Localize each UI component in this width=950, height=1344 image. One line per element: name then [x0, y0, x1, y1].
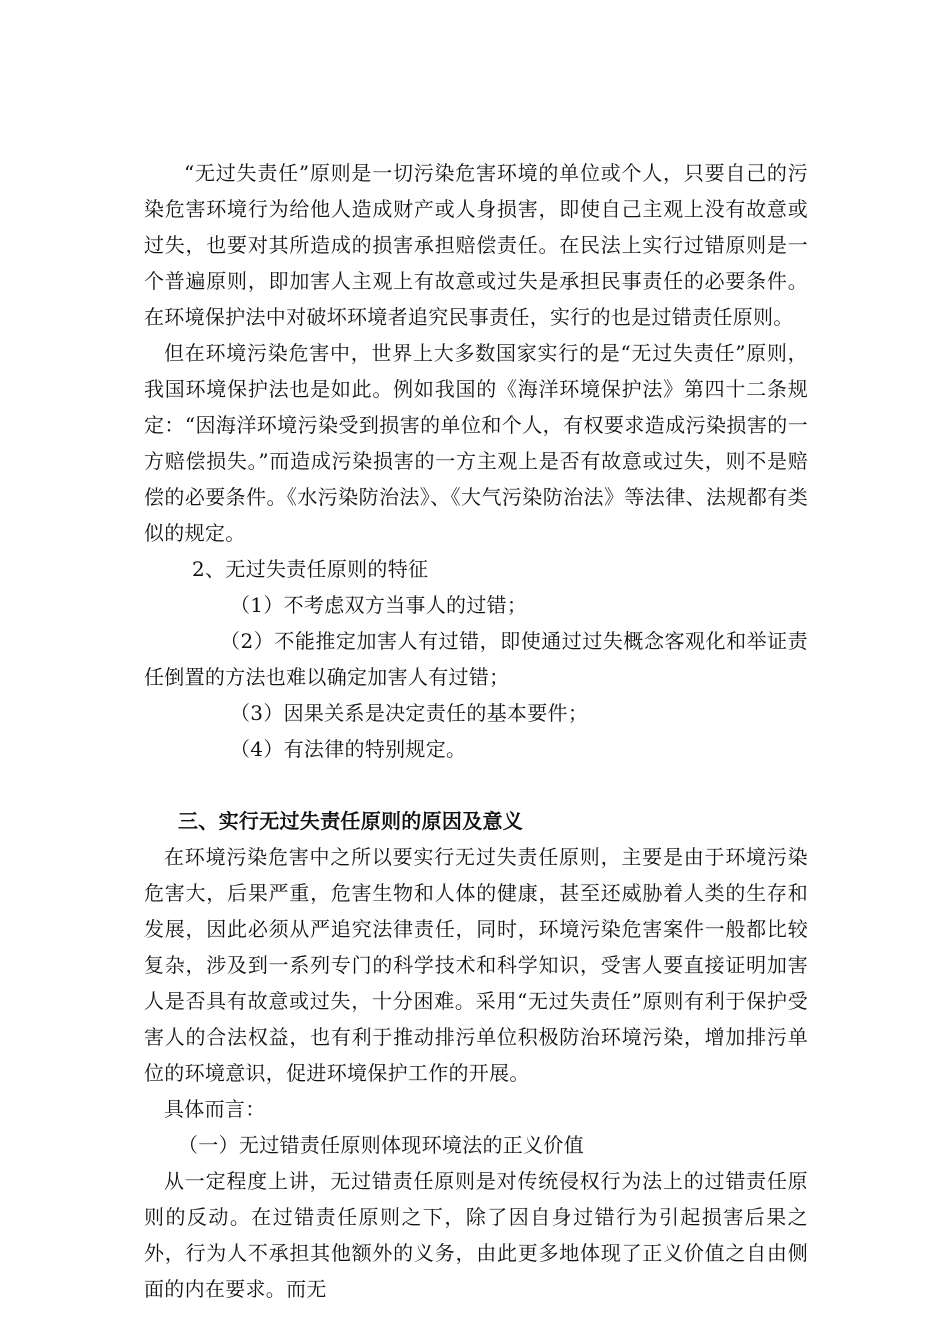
paragraph-reasons: 在环境污染危害中之所以要实行无过失责任原则，主要是由于环境污染危害大，后果严重，危害生物和人体的健康，甚至还威胁着人类的生存和发展，因此必须从严追究法律责任，同时，环境污染危害案件一般都比较复杂，涉及到一系列专门的科学技术和科学知识，受害人要直接证明加害人是否具有故意或过失，十分困难。采用“无过失责任”原则有利于保护受害人的合法权益，也有利于推动排污单位积极防治环境污染，增加排污单位的环境意识，促进环境保护工作的开展。 [144, 845, 808, 1085]
section-2-title: 2、无过失责任原则的特征 [192, 557, 429, 581]
document-page [144, 155, 808, 1307]
section-3-heading: 三、实行无过失责任原则的原因及意义 [178, 809, 524, 833]
feature-item-1: （1）不考虑双方当事人的过错； [230, 593, 528, 617]
paragraph-justice-value: 从一定程度上讲，无过错责任原则是对传统侵权行为法上的过错责任原则的反动。在过错责任原则之下，除了因自身过错行为引起损害后果之外，行为人不承担其他额外的义务，由此更多地体现了正义价值之自由侧面的内在要求。而无 [144, 1169, 808, 1301]
feature-item-4: （4）有法律的特别规定。 [230, 737, 467, 761]
paragraph-no-fault-countries: 但在环境污染危害中，世界上大多数国家实行的是“无过失责任”原则，我国环境保护法也是如此。例如我国的《海洋环境保护法》第四十二条规定：“因海洋环境污染受到损害的单位和个人，有权要求造成污染损害的一方赔偿损失。”而造成污染损害的一方主观上是否有故意或过失，则不是赔偿的必要条件。《水污染防治法》、《大气污染防治法》等法律、法规都有类似的规定。 [144, 341, 808, 545]
paragraph-specifically: 具体而言： [164, 1097, 266, 1121]
feature-item-2: （2）不能推定加害人有过错，即使通过过失概念客观化和举证责任倒置的方法也难以确定加害人有过错； [144, 629, 808, 689]
paragraph-no-fault-definition: “无过失责任”原则是一切污染危害环境的单位或个人，只要自己的污染危害环境行为给他人造成财产或人身损害，即使自己主观上没有故意或过失，也要对其所造成的损害承担赔偿责任。在民法上实行过错原则是一个普遍原则，即加害人主观上有故意或过失是承担民事责任的必要条件。在环境保护法中对破坏环境者追究民事责任，实行的也是过错责任原则。 [144, 161, 808, 329]
feature-item-3: （3）因果关系是决定责任的基本要件； [230, 701, 589, 725]
subsection-1-title: （一）无过错责任原则体现环境法的正义价值 [178, 1133, 584, 1157]
